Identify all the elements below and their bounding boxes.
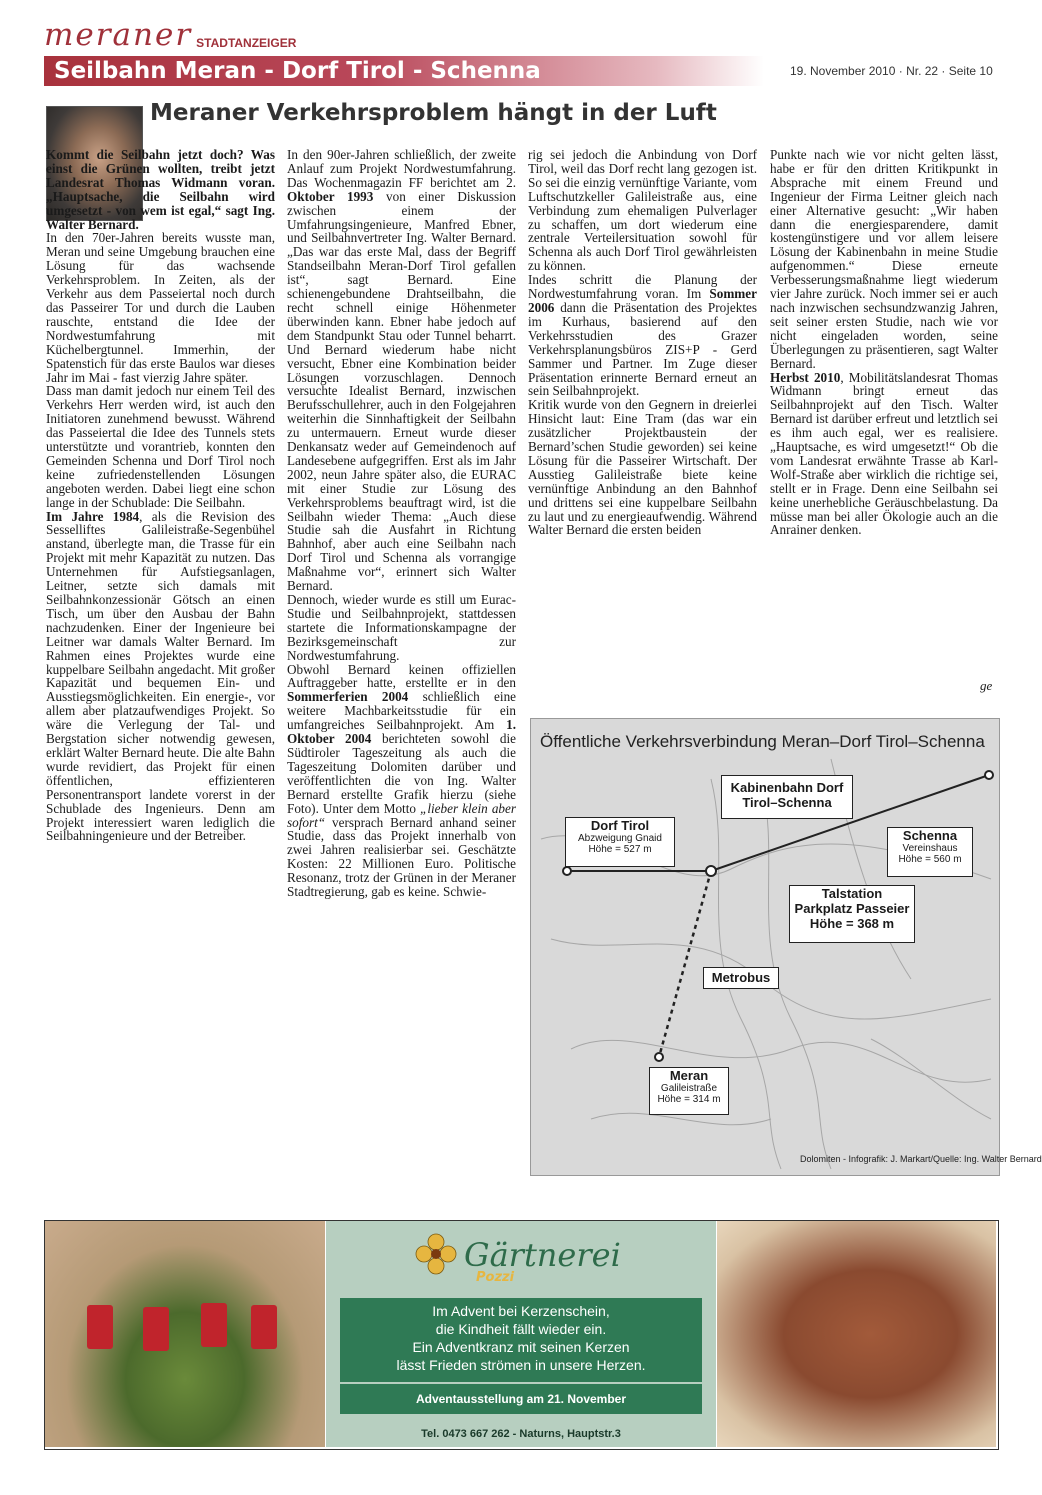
article-column-1 [46, 148, 275, 843]
label-kabinenbahn: Kabinenbahn Dorf Tirol–Schenna [721, 775, 853, 819]
infographic-title: Öffentliche Verkehrsverbindung Meran–Dorf Tirol–Schenna [540, 732, 985, 751]
decoration-photo [717, 1221, 996, 1447]
candle-icon [251, 1305, 277, 1349]
article-column-3 [528, 148, 757, 537]
paragraph: Kritik wurde von den Gegnern in dreierlei Hinsicht laut: Eine Tram (das war ein zusätzlicher Projektbaustein der Bernard’schen Studie geworden) sei keine Lösung für die Passeirer Wirtschaft. Der Ausstieg Galileistraße biete keine vernünftige Anbindung an den Bahnhof und drittens sei eine kuppelbare Seilbahn zu laut und zu energieaufwendig. Während Walter Bernard die ersten beiden [528, 397, 757, 538]
dateline: 19. November 2010 · Nr. 22 · Seite 10 [790, 64, 993, 78]
advent-wreath-photo [45, 1221, 325, 1447]
paragraph: Im Jahre 1984, als die Revision des Sesselliftes Galileistraße-Segenbühel anstand, überlegte man, die Trasse für ein Projekt mit mehr Kapazität zu nutzen. Das Unternehmen für Aufstiegsanlagen, Leitner, setzte sich damals mit Seilbahnkonzessionär Götsch an einen Tisch, um über den Ausbau der Bahn nachzudenken. Einer der Ingenieure bei Leitner war damals Walter Bernard. Im Rahmen eines Projektes wurde eine kuppelbare Seilbahn angedacht. Mit großer Kapazität und bequemen Ein- und Ausstiegsmöglichkeiten. Ein energie-, vor allem aber platzaufwendiges Projekt. So wäre die Verlegung der Tal- und Bergstation sicher notwendig gewesen, erklärt Walter Bernard heute. Die alte Bahn wurde revidiert, das Projekt für einen öffentlichen, effizienteren Personentransport landete vorerst in der Schublade des Ingenieurs. Denn am Projekt interessiert waren lediglich die Seilbahningenieure und der Betreiber. [46, 508, 276, 844]
label-meran: Meran Galileistraße Höhe = 314 m [649, 1067, 729, 1115]
ad-contact: Tel. 0473 667 262 - Naturns, Hauptstr.3 [421, 1428, 621, 1440]
ad-brand: Gärtnerei [464, 1236, 621, 1274]
ad-poem: Im Advent bei Kerzenschein, die Kindheit fällt wieder ein. Ein Adventkranz mit seinen Kerzen lässt Frieden strömen in unsere Herzen. [396, 1303, 646, 1373]
label-metrobus: Metrobus [703, 967, 779, 989]
paragraph: Dass man damit jedoch nur einem Teil des Verkehrs Herr werden wird, ist auch den Initiatoren zunehmend bewusst. Während das Passeiertal die Idee des Tunnels stets unterstützte und vorantrieb, konnten den Gemeinden Schenna und Dorf Tirol noch keine zufriedenstellenden Lösungen angeboten werden. Dabei liegt eine schon lange in der Schublade: Die Seilbahn. [46, 383, 275, 510]
infographic-credit: Dolomiten - Infografik: J. Markart/Quelle: Ing. Walter Bernard [800, 1154, 1042, 1164]
paragraph: In den 70er-Jahren bereits wusste man, Meran und seine Umgebung brauchen eine Lösung für das wachsende Verkehrsproblem. In Zeiten, als der Verkehr aus dem Passeiertal noch durch das Passeirer Tor und durch die Lauben rauschte, entstand die Idee der Nordwestumfahrung mit Küchelbergtunnel. Immerhin, der Spatenstich für das erste Baulos war dieses Jahr im Mai - fast vierzig Jahre später. [46, 230, 275, 385]
paragraph: Punkte nach wie vor nicht gelten lässt, habe er für den dritten Kritikpunkt in Absprache mit einem Freund und Ingenieur der Firma Leitner gleich nach einer Alternative gesucht: „Wir haben dann die energiesparendere, damit kostengünstigere und vor allem leisere Lösung der Kabinenbahn in meine Studie aufgenommen.“ Diese erneute Verbesserungsmaßnahme liegt wiederum vier Jahre zurück. Noch immer sei er auch nach inzwischen sechsundzwanzig Jahren, seit seiner ersten Studie, nach wie vor nicht eingeladen worden, seine Überlegungen zu präsentieren, sagt Walter Bernard. [770, 147, 998, 371]
label-schenna: Schenna Vereinshaus Höhe = 560 m [887, 827, 973, 877]
paragraph: Dennoch, wieder wurde es still um Eurac-Studie und Seilbahnprojekt, stattdessen startete die Informationskampagne der Bezirksgemeinschaft zur Nordwestumfahrung. [287, 592, 516, 663]
article-lead: Kommt die Seilbahn jetzt doch? Was einst die Grünen wollten, treibt jetzt Landesrat Thomas Widmann voran. „Hauptsache, die Seilbahn wird umgesetzt - von wem ist egal,“ sagt Ing. Walter Bernard. [46, 147, 275, 232]
label-dorf-tirol: Dorf Tirol Abzweigung Gnaid Höhe = 527 m [565, 817, 675, 867]
ad-event: Adventausstellung am 21. November [415, 1392, 627, 1406]
paragraph: Indes schritt die Planung der Nordwestumfahrung voran. Im Sommer 2006 dann die Präsentation des Projektes im Kurhaus, basierend auf den Verkehrsstudien des Grazer Verkehrsplanungsbüros ZIS+P - Gerd Sammer und Partner. Im Zuge dieser Präsentation erinnerte Bernard erneut an sein Seilbahnprojekt. [528, 272, 757, 399]
newspaper-subtitle: STADTANZEIGER [196, 36, 297, 50]
masthead [44, 17, 297, 53]
article-column-4 [770, 148, 998, 537]
paragraph: Herbst 2010, Mobilitätslandesrat Thomas Widmann bringt erneut das Seilbahnprojekt auf den Tisch. Walter Bernard ist darüber erfreut und letztlich sei es ihm auch egal, wer es realisiere. „Hauptsache, es wird umgesetzt!“ Ob die vom Landesrat erwähnte Trasse ab Karl-Wolf-Straße aber wirklich die richtige sei, stellt er in Frage. Denn eine Seilbahn sei keine unerhebliche Geräuschbelastung. Da müsse man bei aller Ökologie auch an die Anrainer denken. [770, 369, 998, 538]
flower-icon [414, 1232, 458, 1276]
route-infographic [530, 718, 1000, 1176]
paragraph: Obwohl Bernard keinen offiziellen Auftraggeber hatte, erstellte er in den Sommerferien 2004 schließlich eine weitere Machbarkeitsstudie für ein umfangreiches Seilbahnprojekt. Am 1. Oktober 2004 berichteten sowohl die Südtiroler Tageszeitung als auch die Tageszeitung Dolomiten darüber und veröffentlichten die von Ing. Walter Bernard erstellte Grafik hierzu (siehe Foto). Unter dem Motto „lieber klein aber sofort“ versprach Bernard anhand seiner Studie, dass das Projekt innerhalb von zwei Jahren realisierbar sei. Geschätzte Kosten: 22 Millionen Euro. Politische Resonanz, trotz der Grünen in der Meraner Stadtregierung, gab es keine. Schwie- [287, 661, 517, 900]
newspaper-logo: meraner [44, 17, 193, 53]
article-column-2 [287, 148, 516, 899]
candle-icon [143, 1307, 169, 1351]
label-talstation: Talstation Parkplatz Passeier Höhe = 368 m [789, 885, 915, 943]
paragraph: In den 90er-Jahren schließlich, der zweite Anlauf zum Projekt Nordwestumfahrung. Das Wochenmagazin FF berichtet am 2. Oktober 1993 von einer Diskussion zwischen einem der Umfahrungsingenieure, Manfred Ebner, und Seilbahnvertreter Ing. Walter Bernard. „Das war das erste Mal, dass der Begriff Standseilbahn Meran-Dorf Tirol gefallen ist“, sagt Bernard. Eine schienengebundene Drahtseilbahn, die recht schnell einige Höhenmeter überwinden kann. Ebner habe jedoch auf dem Standpunkt Stau oder Tunnel beharrt. Und Bernard wiederum habe nicht versucht, Ebner eine Kombination beider Lösungen vorzuschlagen. Dennoch versuchte Idealist Bernard, inzwischen Berufsschullehrer, auch in den Folgejahren weiterhin die Sinnhaftigkeit der Seilbahn zu untermauern. Erneut wurde dieser Denkansatz weder auf Gemeindenoch auf Landesebene aufgegriffen. Erst als im Jahr 2002, neun Jahre später also, die EURAC mit einer Studie zur Lösung des Verkehrsproblems beauftragt wird, ist die Seilbahn wieder Thema: „Auch diese Studie sah die Ausfahrt in Richtung Bahnhof, aber auch eine Seilbahn nach Dorf Tirol und Schenna als vorrangige Maßnahme vor“, erinnert sich Walter Bernard. [287, 147, 516, 594]
article-headline: Meraner Verkehrsproblem hängt in der Luft [150, 100, 717, 126]
ad-brand-sub: Pozzi [476, 1270, 515, 1285]
candle-icon [87, 1305, 113, 1349]
section-title: Seilbahn Meran - Dorf Tirol - Schenna [54, 58, 541, 84]
paragraph: rig sei jedoch die Anbindung von Dorf Tirol, weil das Dorf recht lang gezogen ist. So sei die einzig vernünftige Variante, vom Luftschutzkeller Galileistraße aus, eine Verbindung zum ehemaligen Pulverlager zu schaffen, um dort wiederum eine zentrale Verteilersituation sowohl für Schenna als auch Dorf Tirol gewährleisten zu können. [528, 147, 757, 274]
candle-icon [201, 1303, 227, 1347]
author-signature: ge [980, 678, 993, 693]
